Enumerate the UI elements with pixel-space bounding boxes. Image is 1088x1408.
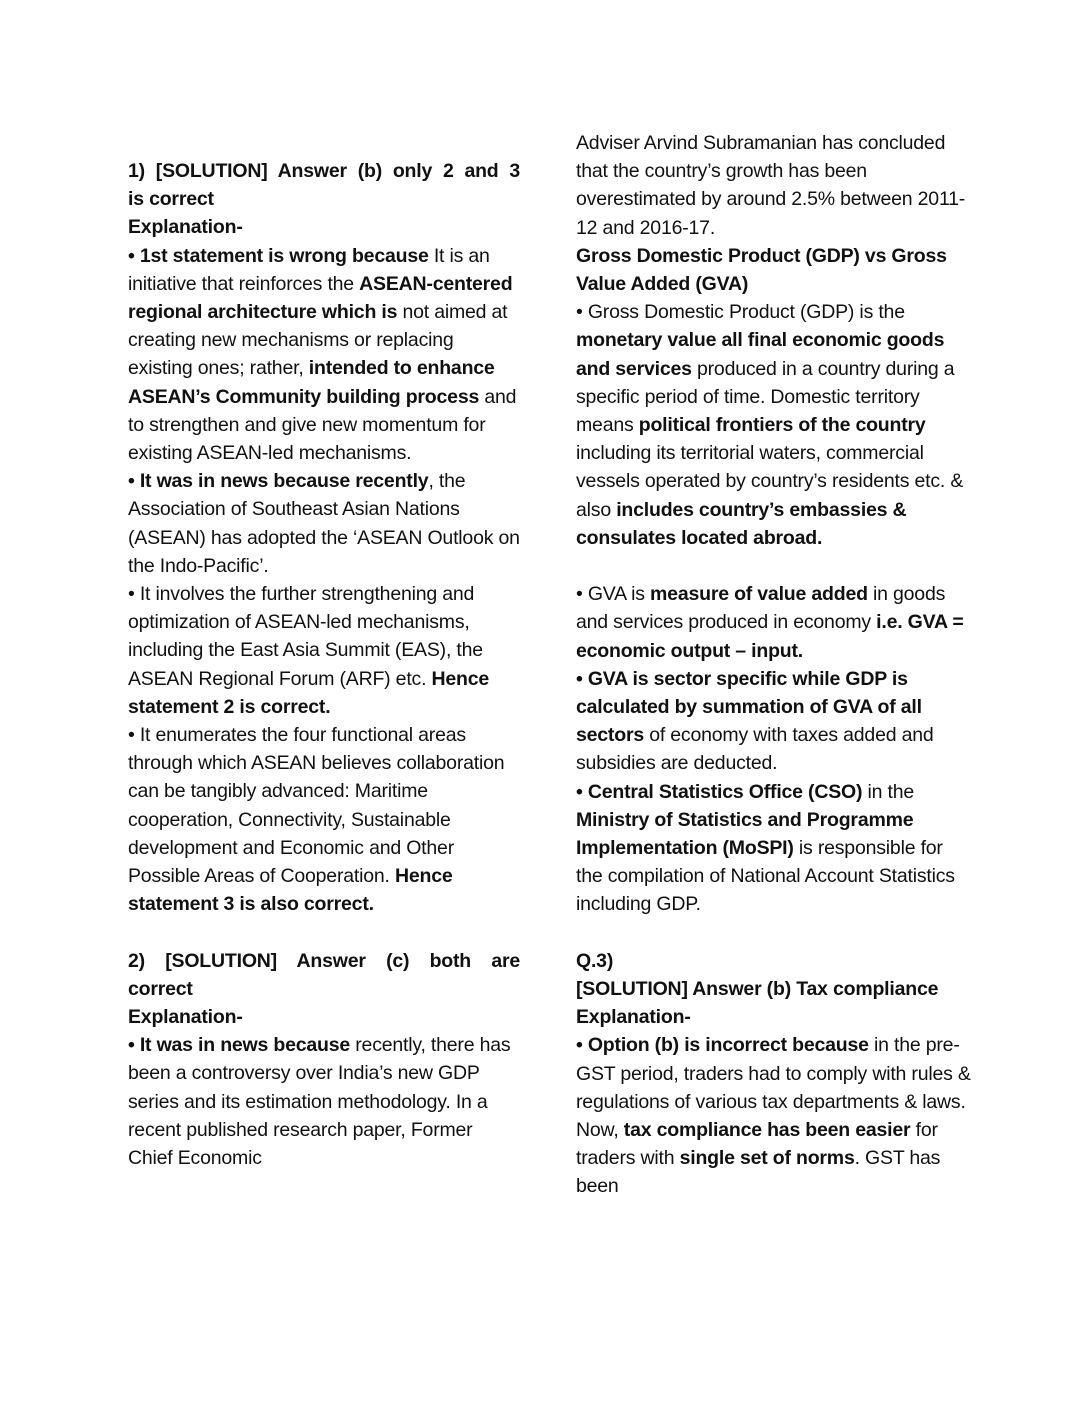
- q1-p1-text-1: It is an initiative that reinforces the: [128, 244, 490, 295]
- cso-paragraph: [576, 778, 974, 919]
- q1-p1-bold-1: • 1st statement is wrong because: [128, 244, 429, 267]
- q2-p1-bold-1: • It was in news because: [128, 1034, 351, 1057]
- gdp-text-2: produced in a country during a specific period of time. Domestic territory means: [576, 357, 955, 437]
- gva1-bold-2: i.e. GVA = economic output – input.: [576, 611, 964, 662]
- gva1-text-1: • GVA is: [576, 583, 651, 606]
- q1-p4-bold-1: Hence statement 3 is also correct.: [128, 865, 453, 916]
- q3-p1-text-1: in the pre-GST period, traders had to comply with rules & regulations of various tax departments & laws. Now,: [576, 1034, 971, 1142]
- gdp-bold-2: political frontiers of the country: [638, 414, 926, 437]
- q2-paragraph-1: [128, 1031, 520, 1172]
- q1-p3-bold-1: Hence statement 2 is correct.: [128, 667, 490, 718]
- spacer: [576, 919, 974, 947]
- right-column: [576, 129, 974, 1201]
- cso-text-1: in the: [862, 780, 915, 803]
- gdp-bold-3: includes country’s embassies & consulates located abroad.: [576, 498, 907, 549]
- q2-p1-text-1: recently, there has been a controversy over India’s new GDP series and its estimation methodology. In a recent published research paper, Former Chief Economic: [128, 1034, 511, 1170]
- cso-text-2: is responsible for the compilation of National Account Statistics including GDP.: [576, 837, 955, 916]
- cso-bold-1: • Central Statistics Office (CSO): [576, 780, 863, 803]
- q1-heading-line2: is correct: [128, 188, 214, 211]
- gva1-bold-1: measure of value added: [650, 583, 868, 606]
- q1-p4-text-1: • It enumerates the four functional areas through which ASEAN believes collaboration can be tangibly advanced: Maritime cooperation, Connectivity, Sustainable development and Economic and Other Possible Areas of Cooperation.: [128, 724, 505, 888]
- gdp-text-3: including its territorial waters, commercial vessels operated by country’s residents etc. & also: [576, 442, 964, 521]
- q3-p1-text-2: for traders with: [576, 1119, 938, 1170]
- q1-explanation-label: Explanation-: [128, 216, 243, 239]
- gva2-bold-1: • GVA is sector specific while GDP is calculated by summation of GVA of all sectors: [576, 667, 922, 747]
- q3-p1-bold-3: single set of norms: [679, 1147, 855, 1170]
- q1-heading-line1: 1) [SOLUTION] Answer (b) only 2 and 3: [128, 160, 520, 182]
- spacer: [128, 918, 520, 946]
- gdp-vs-gva-heading: Gross Domestic Product (GDP) vs Gross Value Added (GVA): [576, 244, 947, 296]
- q1-p2-text-1: , the Association of Southeast Asian Nations (ASEAN) has adopted the ‘ASEAN Outlook on the Indo-Pacific’.: [128, 470, 520, 577]
- cso-bold-2: Ministry of Statistics and Programme Implementation (MoSPI): [576, 808, 914, 860]
- spacer: [576, 552, 974, 580]
- gva2-text-1: of economy with taxes added and subsidies are deducted.: [576, 724, 934, 775]
- q3-p1-bold-1: • Option (b) is incorrect because: [576, 1034, 869, 1057]
- q1-p1-bold-2: ASEAN-centered regional architecture which is: [128, 272, 513, 324]
- q3-p1-text-3: . GST has been: [576, 1147, 941, 1198]
- q1-paragraph-4: [128, 721, 520, 918]
- gva-paragraph-2: [576, 665, 974, 778]
- gdp-bold-1: monetary value all final economic goods and services: [576, 329, 945, 380]
- left-column: [128, 157, 520, 1172]
- q1-p1-bold-3: intended to enhance ASEAN’s Community building process: [128, 357, 495, 408]
- q1-p1-text-3: and to strengthen and give new momentum for existing ASEAN-led mechanisms.: [128, 385, 517, 465]
- q2-explanation-label: Explanation-: [128, 1006, 243, 1029]
- gdp-text-1: • Gross Domestic Product (GDP) is the: [576, 301, 905, 324]
- q2-continuation: Adviser Arvind Subramanian has concluded that the country’s growth has been overestimated by around 2.5% between 2011-12 and 2016-17.: [576, 132, 966, 239]
- gva1-text-2: in goods and services produced in economy: [576, 583, 946, 634]
- q3-p1-bold-2: tax compliance has been easier: [623, 1119, 911, 1142]
- q3-paragraph-1: [576, 1031, 974, 1200]
- gva-paragraph-1: [576, 580, 974, 665]
- q2-heading-line1: 2) [SOLUTION] Answer (c) both are: [128, 949, 520, 972]
- q1-p3-text-1: • It involves the further strengthening and optimization of ASEAN-led mechanisms, including the East Asia Summit (EAS), the ASEAN Regional Forum (ARF) etc.: [128, 583, 483, 690]
- q1-p1-text-2: not aimed at creating new mechanisms or replacing existing ones; rather,: [128, 301, 508, 380]
- q1-paragraph-2: [128, 467, 520, 580]
- q1-paragraph-3: [128, 580, 520, 721]
- q3-explanation-label: Explanation-: [576, 1006, 691, 1029]
- q2-heading-line2: correct: [128, 977, 193, 1000]
- gdp-paragraph: [576, 298, 974, 552]
- q1-paragraph-1: [128, 242, 520, 468]
- q3-label: Q.3): [576, 949, 614, 972]
- q3-heading: [SOLUTION] Answer (b) Tax compliance: [576, 978, 939, 1001]
- q1-p2-bold-1: • It was in news because recently: [128, 470, 429, 493]
